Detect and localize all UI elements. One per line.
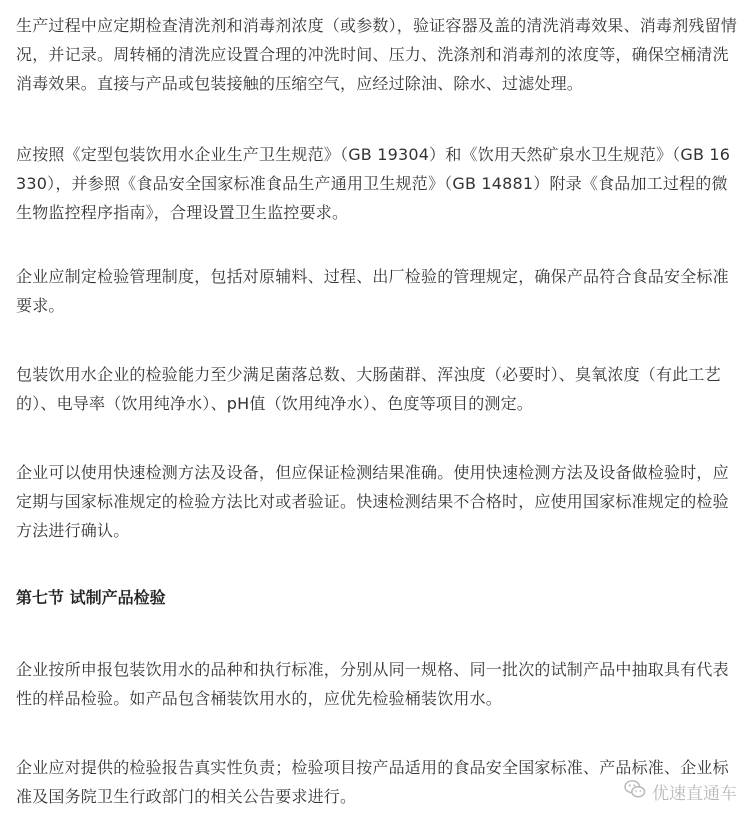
paragraph-hygiene-monitoring: 应按照《定型包装饮用水企业生产卫生规范》（GB 19304）和《饮用天然矿泉水卫生规范》（GB 16330），并参照《食品安全国家标准食品生产通用卫生规范》（GB 14881）附录《食品加工过程的微生物监控程序指南》，合理设置卫生监控要求。	[16, 145, 731, 222]
paragraph-inspection-capability: 包装饮用水企业的检验能力至少满足菌落总数、大肠菌群、浑浊度（必要时）、臭氧浓度（有此工艺的）、电导率（饮用纯净水）、pH值（饮用纯净水）、色度等项目的测定。	[16, 365, 721, 413]
paragraph-inspection-management: 企业应制定检验管理制度，包括对原辅料、过程、出厂检验的管理规定，确保产品符合食品安全标准要求。	[16, 267, 729, 315]
paragraph-report-responsibility: 企业应对提供的检验报告真实性负责；检验项目按产品适用的食品安全国家标准、产品标准、企业标准及国务院卫生行政部门的相关公告要求进行。	[16, 758, 729, 806]
section-heading: 第七节 试制产品检验	[16, 588, 166, 607]
paragraph-trial-product-sampling: 企业按所申报包装饮用水的品种和执行标准，分别从同一规格、同一批次的试制产品中抽取具有代表性的样品检验。如产品包含桶装饮用水的，应优先检验桶装饮用水。	[16, 660, 729, 708]
watermark-text: 优速直通车	[652, 784, 737, 804]
paragraph-rapid-testing: 企业可以使用快速检测方法及设备，但应保证检测结果准确。使用快速检测方法及设备做检验时，应定期与国家标准规定的检验方法比对或者验证。快速检测结果不合格时，应使用国家标准规定的检验方法进行确认。	[16, 463, 729, 540]
watermark	[624, 779, 737, 804]
paragraph-cleaning-disinfection: 生产过程中应定期检查清洗剂和消毒剂浓度（或参数），验证容器及盖的清洗消毒效果、消毒剂残留情况，并记录。周转桶的清洗应设置合理的冲洗时间、压力、洗涤剂和消毒剂的浓度等，确保空桶清洗消毒效果。直接与产品或包装接触的压缩空气，应经过除油、除水、过滤处理。	[16, 16, 738, 93]
wechat-icon	[624, 779, 646, 804]
